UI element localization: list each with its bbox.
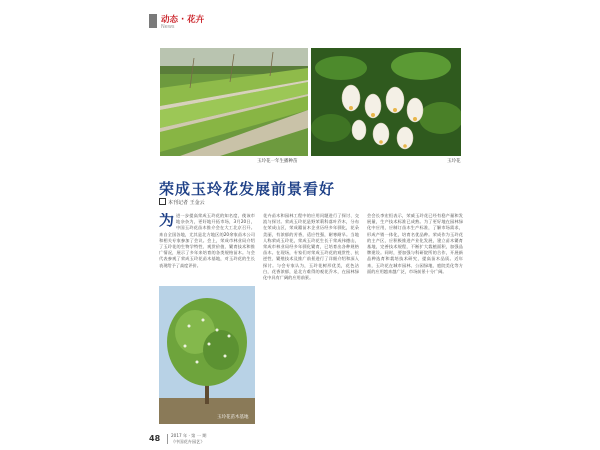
column-2-text: 花卉苗木和园林工程中的应用问题进行了探讨、交流与探讨。荣成玉玲花是野茉莉科落叶乔木，分布在荣成山区，荣成籍苗木企业历经多年驯化，花朵美丽，有浓郁的芳香，适应性强，耐寒耐旱。当地人称荣成玉玲花，荣成玉玲花生长于荣成伟德山，荣成市林业局经多年驯化繁育，已培育出各种规格苗木。在现场，专家们对荣成玉玲花的观赏性、抗逆性、繁殖技术及推广前景进行了详细介绍和深入探讨。与会专家认为，玉玲花树形优美，花色洁白，花香浓郁，是北方难得的观花乔木，在园林绿化中具有广阔的应用前景。 — [263, 213, 359, 281]
column-3-text: 会会长李宏恒表示，荣威玉玲花已经有稳产量和发展量，生产技术标准已成熟。为了更好地在园林绿化中应用，应制订苗木生产标准，了解市场需求，形成产销一体化，培育名优品种。荣成作为玉玲花的主产区，应积极推进产业化发展，建立苗木繁育基地，完善技术规程，不断扩大栽植面积，加强品牌建设。同时，要加强与科研院所的合作，开展新品种选育和栽培技术研究，提高苗木品质。近年来，玉玲花在城市园林、公园绿地、庭院美化等方面的应用越来越广泛，市场前景十分广阔。 — [367, 213, 463, 274]
byline-box-icon — [159, 198, 166, 205]
drop-cap: 为 — [159, 213, 175, 229]
magazine-page — [145, 8, 475, 446]
article-headline: 荣成玉玲花发展前景看好 — [159, 180, 336, 198]
section-title: 动态 · 花卉 — [161, 15, 205, 25]
page-number: 48 — [149, 434, 161, 443]
photo2-caption: 玉玲花 — [447, 159, 461, 164]
photo3-caption: 玉玲花苗木基地 — [217, 415, 249, 420]
article-byline — [159, 198, 205, 206]
nursery-seedlings-photo — [160, 48, 308, 156]
yulinghua-flower-photo — [311, 48, 461, 156]
article-column-3 — [367, 213, 463, 427]
column-1-text: 进一步提高荣成玉玲花的知名度，使该市地杂杂为，更好地开拓市场，3月20日，中国玉玲花苗木推介会在大工北京召开。来自全国各地，尤其是北方地区的20余家苗木公司和相关专家参加了会议。会上，荣成市林业局介绍了玉玲花的生物学特性、观赏价值、繁育技术和推广情况，展示了多年来培育的各类规格苗木。与会代表参观了荣成玉玲花苗木基地，对玉玲花的生长表现给予了高度评价。 — [159, 213, 255, 268]
footer-divider — [167, 434, 168, 444]
section-subtitle: News — [161, 24, 175, 30]
issue-info — [171, 433, 206, 444]
photo1-caption: 玉玲花一年生播种苗 — [257, 159, 298, 164]
article-column-1 — [159, 213, 255, 283]
article-column-2 — [263, 213, 359, 427]
issue-line-1: 2017 年 · 第 一 期 — [171, 433, 207, 438]
section-marker-icon — [149, 14, 157, 28]
issue-line-2: 《中国花卉园艺》 — [171, 438, 205, 444]
byline-text: 本刊记者 王金云 — [168, 200, 205, 206]
tree-nursery-photo — [159, 286, 255, 424]
